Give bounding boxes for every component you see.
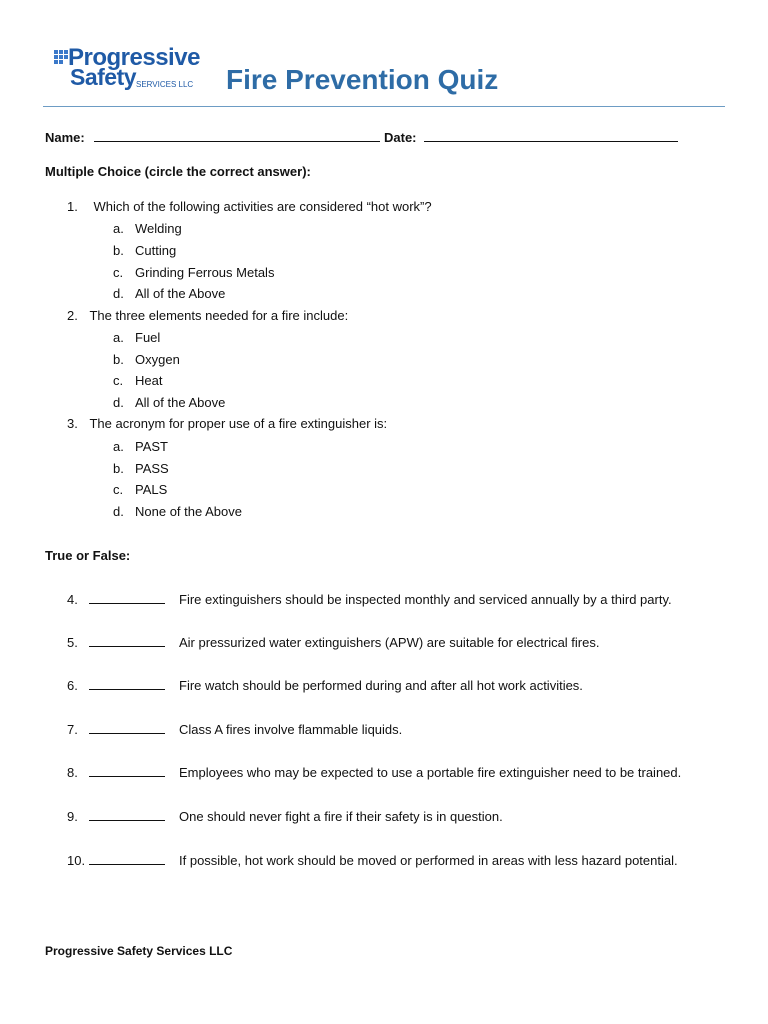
option-letter: c. [113,482,124,497]
name-field [45,130,380,145]
question-number: 2. [67,308,78,323]
question-text: The acronym for proper use of a fire extinguisher is: [89,416,388,431]
item-text: One should never fight a fire if their safety is in question. [179,809,503,824]
option-letter: d. [113,286,124,301]
option-3d[interactable] [113,504,242,519]
option-letter: a. [113,221,124,236]
answer-blank-line[interactable] [89,689,165,690]
option-text: Welding [135,221,182,236]
option-text: All of the Above [135,395,226,410]
option-letter: a. [113,439,124,454]
tf-item-7 [67,722,402,737]
item-text: Employees who may be expected to use a portable fire extinguisher need to be trained. [179,765,682,780]
date-blank-line[interactable] [424,141,678,142]
item-text: Air pressurized water extinguishers (APW) are suitable for electrical fires. [179,635,600,650]
question-text: The three elements needed for a fire include: [89,308,349,323]
answer-blank-line[interactable] [89,776,165,777]
option-text: PALS [135,482,168,497]
answer-blank-line[interactable] [89,733,165,734]
option-2d[interactable] [113,395,225,410]
option-text: Grinding Ferrous Metals [135,265,275,280]
option-text: Fuel [135,330,161,345]
option-3c[interactable] [113,482,167,497]
option-letter: c. [113,265,124,280]
question-number: 1. [67,199,78,214]
item-number: 4. [67,592,78,607]
answer-blank-line[interactable] [89,864,165,865]
item-text: Fire watch should be performed during and after all hot work activities. [179,678,583,693]
option-text: PASS [135,461,169,476]
option-1d[interactable] [113,286,225,301]
footer-company-name: Progressive Safety Services LLC [45,944,233,958]
date-label: Date: [384,130,417,145]
item-text: Fire extinguishers should be inspected monthly and serviced annually by a third party. [179,592,672,607]
logo-word-progressive: Progressive [68,44,200,71]
option-letter: d. [113,504,124,519]
true-false-heading: True or False: [45,548,131,563]
option-2a[interactable] [113,330,160,345]
date-field [384,130,678,145]
answer-blank-line[interactable] [89,646,165,647]
option-2b[interactable] [113,352,180,367]
option-3a[interactable] [113,439,168,454]
option-3b[interactable] [113,461,169,476]
multiple-choice-heading: Multiple Choice (circle the correct answer): [45,164,311,179]
question-3 [67,416,387,431]
item-number: 5. [67,635,78,650]
item-number: 8. [67,765,78,780]
tf-item-5 [67,635,599,650]
item-text: If possible, hot work should be moved or performed in areas with less hazard potential. [179,853,678,868]
option-text: Cutting [135,243,177,258]
item-number: 9. [67,809,78,824]
name-label: Name: [45,130,85,145]
logo-subtitle: SERVICES LLC [136,80,194,89]
answer-blank-line[interactable] [89,820,165,821]
option-letter: b. [113,352,124,367]
option-text: PAST [135,439,168,454]
option-text: Heat [135,373,163,388]
company-logo [54,44,199,94]
question-2 [67,308,348,323]
option-text: Oxygen [135,352,180,367]
option-1b[interactable] [113,243,176,258]
option-letter: a. [113,330,124,345]
tf-item-4 [67,592,672,607]
logo-word-safety: Safety [70,64,137,90]
option-text: All of the Above [135,286,226,301]
option-letter: c. [113,373,124,388]
question-number: 3. [67,416,78,431]
tf-item-10 [67,853,678,868]
option-2c[interactable] [113,373,162,388]
tf-item-8 [67,765,681,780]
option-1c[interactable] [113,265,274,280]
tf-item-6 [67,678,583,693]
option-letter: b. [113,243,124,258]
page-title: Fire Prevention Quiz [226,64,499,95]
option-letter: d. [113,395,124,410]
item-number: 7. [67,722,78,737]
name-blank-line[interactable] [94,141,380,142]
item-number: 6. [67,678,78,693]
question-1 [67,199,432,214]
item-text: Class A fires involve flammable liquids. [179,722,403,737]
option-text: None of the Above [135,504,242,519]
option-letter: b. [113,461,124,476]
header-divider [43,106,725,107]
option-1a[interactable] [113,221,182,236]
tf-item-9 [67,809,503,824]
answer-blank-line[interactable] [89,603,165,604]
question-text: Which of the following activities are considered “hot work”? [93,199,432,214]
item-number: 10. [67,853,86,868]
